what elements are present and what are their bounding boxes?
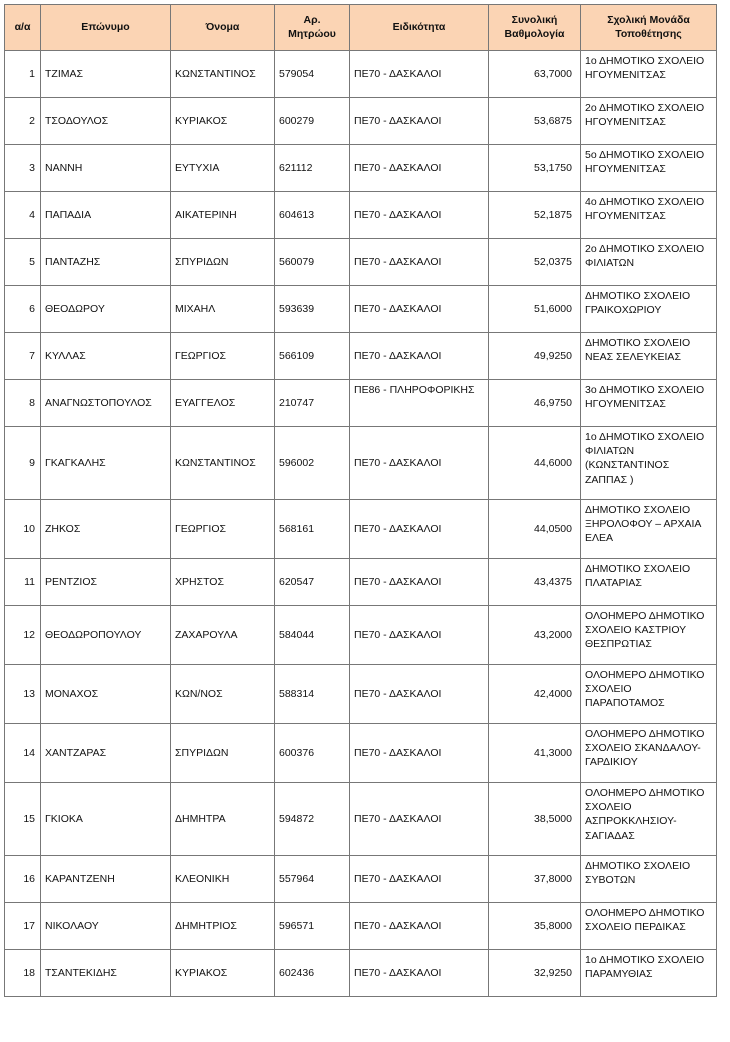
cell-score: 44,0500: [489, 500, 581, 559]
cell-am: 557964: [275, 856, 350, 903]
cell-aa: 15: [5, 783, 41, 856]
header-score-label-1: Συνολική: [511, 13, 558, 26]
cell-name: ΕΥΤΥΧΙΑ: [171, 145, 275, 192]
cell-am: 594872: [275, 783, 350, 856]
table-row: [5, 903, 717, 950]
header-surname-label: Επώνυμο: [81, 20, 130, 33]
cell-specialty: ΠΕ70 - ΔΑΣΚΑΛΟΙ: [350, 856, 489, 903]
cell-aa: 18: [5, 950, 41, 997]
cell-score: 43,2000: [489, 606, 581, 665]
cell-score: 38,5000: [489, 783, 581, 856]
cell-school: ΔΗΜΟΤΙΚΟ ΣΧΟΛΕΙΟ ΣΥΒΟΤΩΝ: [581, 856, 717, 903]
cell-surname: ΝΑΝΝΗ: [41, 145, 171, 192]
cell-aa: 3: [5, 145, 41, 192]
cell-score: 53,6875: [489, 98, 581, 145]
header-specialty: [350, 5, 489, 51]
cell-school: 3ο ΔΗΜΟΤΙΚΟ ΣΧΟΛΕΙΟ ΗΓΟΥΜΕΝΙΤΣΑΣ: [581, 380, 717, 427]
cell-aa: 5: [5, 239, 41, 286]
cell-school: ΔΗΜΟΤΙΚΟ ΣΧΟΛΕΙΟ ΠΛΑΤΑΡΙΑΣ: [581, 559, 717, 606]
cell-name: ΖΑΧΑΡΟΥΛΑ: [171, 606, 275, 665]
cell-score: 53,1750: [489, 145, 581, 192]
cell-specialty: ΠΕ70 - ΔΑΣΚΑΛΟΙ: [350, 427, 489, 500]
cell-name: ΚΩΝΣΤΑΝΤΙΝΟΣ: [171, 51, 275, 98]
cell-specialty: ΠΕ70 - ΔΑΣΚΑΛΟΙ: [350, 606, 489, 665]
cell-am: 604613: [275, 192, 350, 239]
cell-name: ΔΗΜΗΤΡΑ: [171, 783, 275, 856]
cell-name: ΓΕΩΡΓΙΟΣ: [171, 500, 275, 559]
table-row: [5, 724, 717, 783]
cell-am: 568161: [275, 500, 350, 559]
cell-name: ΣΠΥΡΙΔΩΝ: [171, 724, 275, 783]
table-row: [5, 783, 717, 856]
cell-school: ΟΛΟΗΜΕΡΟ ΔΗΜΟΤΙΚΟ ΣΧΟΛΕΙΟ ΚΑΣΤΡΙΟΥ ΘΕΣΠΡΩΤΙΑΣ: [581, 606, 717, 665]
cell-score: 46,9750: [489, 380, 581, 427]
cell-name: ΓΕΩΡΓΙΟΣ: [171, 333, 275, 380]
header-school-label-1: Σχολική Μονάδα: [607, 13, 690, 26]
cell-name: ΧΡΗΣΤΟΣ: [171, 559, 275, 606]
cell-aa: 2: [5, 98, 41, 145]
cell-am: 600279: [275, 98, 350, 145]
header-am-label-1: Αρ.: [303, 13, 321, 26]
cell-name: ΔΗΜΗΤΡΙΟΣ: [171, 903, 275, 950]
header-am: [275, 5, 350, 51]
cell-surname: ΖΗΚΟΣ: [41, 500, 171, 559]
cell-surname: ΤΣΑΝΤΕΚΙΔΗΣ: [41, 950, 171, 997]
cell-specialty: ΠΕ70 - ΔΑΣΚΑΛΟΙ: [350, 192, 489, 239]
cell-surname: ΘΕΟΔΩΡΟΠΟΥΛΟΥ: [41, 606, 171, 665]
header-name: [171, 5, 275, 51]
cell-school: 4ο ΔΗΜΟΤΙΚΟ ΣΧΟΛΕΙΟ ΗΓΟΥΜΕΝΙΤΣΑΣ: [581, 192, 717, 239]
header-score-label-2: Βαθμολογία: [504, 27, 565, 40]
cell-score: 63,7000: [489, 51, 581, 98]
cell-school: ΔΗΜΟΤΙΚΟ ΣΧΟΛΕΙΟ ΝΕΑΣ ΣΕΛΕΥΚΕΙΑΣ: [581, 333, 717, 380]
cell-aa: 8: [5, 380, 41, 427]
cell-surname: ΜΟΝΑΧΟΣ: [41, 665, 171, 724]
cell-am: 596002: [275, 427, 350, 500]
cell-surname: ΑΝΑΓΝΩΣΤΟΠΟΥΛΟΣ: [41, 380, 171, 427]
cell-surname: ΝΙΚΟΛΑΟΥ: [41, 903, 171, 950]
cell-aa: 11: [5, 559, 41, 606]
table-row: [5, 333, 717, 380]
table-row: [5, 500, 717, 559]
cell-school: 1ο ΔΗΜΟΤΙΚΟ ΣΧΟΛΕΙΟ ΠΑΡΑΜΥΘΙΑΣ: [581, 950, 717, 997]
table-row: [5, 427, 717, 500]
table-row: [5, 145, 717, 192]
cell-school: 5ο ΔΗΜΟΤΙΚΟ ΣΧΟΛΕΙΟ ΗΓΟΥΜΕΝΙΤΣΑΣ: [581, 145, 717, 192]
cell-am: 566109: [275, 333, 350, 380]
header-specialty-label: Ειδικότητα: [392, 20, 446, 33]
cell-name: ΣΠΥΡΙΔΩΝ: [171, 239, 275, 286]
cell-score: 44,6000: [489, 427, 581, 500]
table-row: [5, 192, 717, 239]
cell-score: 42,4000: [489, 665, 581, 724]
header-aa-label: α/α: [14, 20, 31, 33]
cell-name: ΚΩΝΣΤΑΝΤΙΝΟΣ: [171, 427, 275, 500]
placement-table: [4, 4, 717, 997]
cell-school: 1ο ΔΗΜΟΤΙΚΟ ΣΧΟΛΕΙΟ ΗΓΟΥΜΕΝΙΤΣΑΣ: [581, 51, 717, 98]
cell-surname: ΤΖΙΜΑΣ: [41, 51, 171, 98]
cell-am: 620547: [275, 559, 350, 606]
cell-surname: ΠΑΝΤΑΖΗΣ: [41, 239, 171, 286]
cell-specialty: ΠΕ86 - ΠΛΗΡΟΦΟΡΙΚΗΣ: [350, 380, 489, 427]
table-row: [5, 665, 717, 724]
cell-surname: ΤΣΟΔΟΥΛΟΣ: [41, 98, 171, 145]
header-school: [581, 5, 717, 51]
cell-specialty: ΠΕ70 - ΔΑΣΚΑΛΟΙ: [350, 286, 489, 333]
cell-name: ΑΙΚΑΤΕΡΙΝΗ: [171, 192, 275, 239]
cell-score: 41,3000: [489, 724, 581, 783]
cell-specialty: ΠΕ70 - ΔΑΣΚΑΛΟΙ: [350, 98, 489, 145]
cell-aa: 14: [5, 724, 41, 783]
cell-school: ΟΛΟΗΜΕΡΟ ΔΗΜΟΤΙΚΟ ΣΧΟΛΕΙΟ ΠΑΡΑΠΟΤΑΜΟΣ: [581, 665, 717, 724]
cell-score: 52,0375: [489, 239, 581, 286]
cell-specialty: ΠΕ70 - ΔΑΣΚΑΛΟΙ: [350, 500, 489, 559]
cell-aa: 13: [5, 665, 41, 724]
cell-specialty: ΠΕ70 - ΔΑΣΚΑΛΟΙ: [350, 665, 489, 724]
cell-specialty: ΠΕ70 - ΔΑΣΚΑΛΟΙ: [350, 239, 489, 286]
cell-surname: ΧΑΝΤΖΑΡΑΣ: [41, 724, 171, 783]
header-surname: [41, 5, 171, 51]
cell-surname: ΘΕΟΔΩΡΟΥ: [41, 286, 171, 333]
cell-am: 584044: [275, 606, 350, 665]
cell-name: ΜΙΧΑΗΛ: [171, 286, 275, 333]
cell-score: 32,9250: [489, 950, 581, 997]
table-row: [5, 380, 717, 427]
header-name-label: Όνομα: [205, 20, 240, 33]
cell-name: ΚΥΡΙΑΚΟΣ: [171, 98, 275, 145]
cell-am: 621112: [275, 145, 350, 192]
cell-school: 2ο ΔΗΜΟΤΙΚΟ ΣΧΟΛΕΙΟ ΗΓΟΥΜΕΝΙΤΣΑΣ: [581, 98, 717, 145]
cell-surname: ΡΕΝΤΖΙΟΣ: [41, 559, 171, 606]
cell-name: ΚΥΡΙΑΚΟΣ: [171, 950, 275, 997]
cell-specialty: ΠΕ70 - ΔΑΣΚΑΛΟΙ: [350, 145, 489, 192]
cell-am: 588314: [275, 665, 350, 724]
cell-school: ΟΛΟΗΜΕΡΟ ΔΗΜΟΤΙΚΟ ΣΧΟΛΕΙΟ ΠΕΡΔΙΚΑΣ: [581, 903, 717, 950]
cell-school: ΔΗΜΟΤΙΚΟ ΣΧΟΛΕΙΟ ΓΡΑΙΚΟΧΩΡΙΟΥ: [581, 286, 717, 333]
cell-school: ΟΛΟΗΜΕΡΟ ΔΗΜΟΤΙΚΟ ΣΧΟΛΕΙΟ ΑΣΠΡΟΚΚΛΗΣΙΟΥ-ΣΑΓΙΑΔΑΣ: [581, 783, 717, 856]
cell-specialty: ΠΕ70 - ΔΑΣΚΑΛΟΙ: [350, 51, 489, 98]
cell-surname: ΠΑΠΑΔΙΑ: [41, 192, 171, 239]
cell-name: ΚΩΝ/ΝΟΣ: [171, 665, 275, 724]
cell-aa: 12: [5, 606, 41, 665]
header-am-label-2: Μητρώου: [288, 27, 336, 40]
cell-specialty: ΠΕ70 - ΔΑΣΚΑΛΟΙ: [350, 724, 489, 783]
header-aa: [5, 5, 41, 51]
cell-aa: 6: [5, 286, 41, 333]
cell-specialty: ΠΕ70 - ΔΑΣΚΑΛΟΙ: [350, 903, 489, 950]
cell-school: ΟΛΟΗΜΕΡΟ ΔΗΜΟΤΙΚΟ ΣΧΟΛΕΙΟ ΣΚΑΝΔΑΛΟΥ-ΓΑΡΔΙΚΙΟΥ: [581, 724, 717, 783]
cell-score: 52,1875: [489, 192, 581, 239]
cell-score: 51,6000: [489, 286, 581, 333]
table-row: [5, 950, 717, 997]
cell-aa: 16: [5, 856, 41, 903]
cell-am: 560079: [275, 239, 350, 286]
table-row: [5, 856, 717, 903]
table-row: [5, 606, 717, 665]
cell-name: ΕΥΑΓΓΕΛΟΣ: [171, 380, 275, 427]
header-row: [5, 5, 717, 51]
cell-school: ΔΗΜΟΤΙΚΟ ΣΧΟΛΕΙΟ ΞΗΡΟΛΟΦΟΥ – ΑΡΧΑΙΑ ΕΛΕΑ: [581, 500, 717, 559]
cell-aa: 10: [5, 500, 41, 559]
cell-am: 579054: [275, 51, 350, 98]
cell-aa: 17: [5, 903, 41, 950]
cell-aa: 7: [5, 333, 41, 380]
cell-score: 49,9250: [489, 333, 581, 380]
cell-am: 602436: [275, 950, 350, 997]
cell-surname: ΓΚΙΟΚΑ: [41, 783, 171, 856]
table-row: [5, 98, 717, 145]
cell-am: 596571: [275, 903, 350, 950]
cell-specialty: ΠΕ70 - ΔΑΣΚΑΛΟΙ: [350, 950, 489, 997]
header-score: [489, 5, 581, 51]
cell-score: 43,4375: [489, 559, 581, 606]
cell-aa: 1: [5, 51, 41, 98]
table-row: [5, 559, 717, 606]
cell-am: 210747: [275, 380, 350, 427]
cell-specialty: ΠΕ70 - ΔΑΣΚΑΛΟΙ: [350, 783, 489, 856]
cell-name: ΚΛΕΟΝΙΚΗ: [171, 856, 275, 903]
cell-surname: ΓΚΑΓΚΑΛΗΣ: [41, 427, 171, 500]
cell-surname: ΚΥΛΛΑΣ: [41, 333, 171, 380]
cell-school: 1ο ΔΗΜΟΤΙΚΟ ΣΧΟΛΕΙΟ ΦΙΛΙΑΤΩΝ (ΚΩΝΣΤΑΝΤΙΝΟΣ ΖΑΠΠΑΣ ): [581, 427, 717, 500]
table-row: [5, 286, 717, 333]
cell-aa: 4: [5, 192, 41, 239]
cell-am: 593639: [275, 286, 350, 333]
table-row: [5, 239, 717, 286]
cell-specialty: ΠΕ70 - ΔΑΣΚΑΛΟΙ: [350, 333, 489, 380]
cell-score: 35,8000: [489, 903, 581, 950]
table-row: [5, 51, 717, 98]
cell-surname: ΚΑΡΑΝΤΖΕΝΗ: [41, 856, 171, 903]
cell-am: 600376: [275, 724, 350, 783]
cell-score: 37,8000: [489, 856, 581, 903]
cell-specialty: ΠΕ70 - ΔΑΣΚΑΛΟΙ: [350, 559, 489, 606]
cell-school: 2ο ΔΗΜΟΤΙΚΟ ΣΧΟΛΕΙΟ ΦΙΛΙΑΤΩΝ: [581, 239, 717, 286]
cell-aa: 9: [5, 427, 41, 500]
header-school-label-2: Τοποθέτησης: [615, 27, 682, 40]
